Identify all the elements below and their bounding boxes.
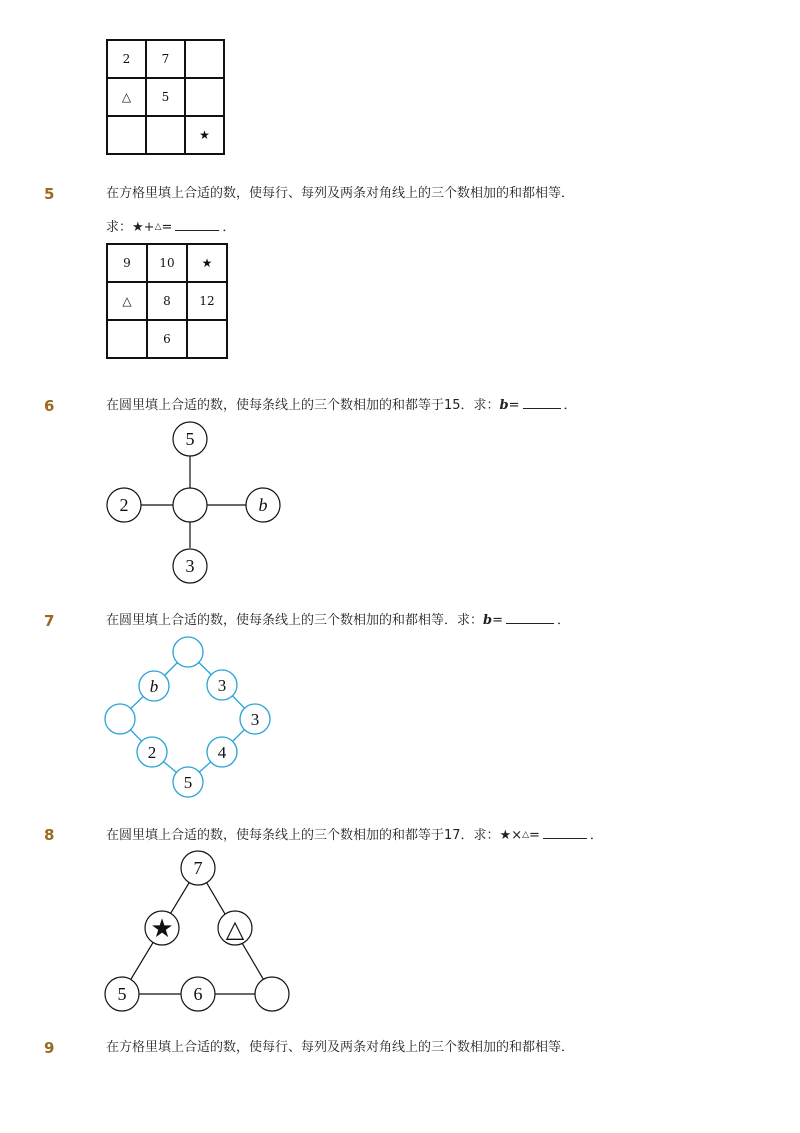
equals-sign: = <box>161 220 173 235</box>
grid-cell <box>107 116 146 154</box>
question-number: 9 <box>44 1039 55 1057</box>
question-text: 在方格里填上合适的数，使每行、每列及两条对角线上的三个数相加的和都相等． <box>106 186 575 201</box>
question-body: 在圆里填上合适的数，使每条线上的三个数相加的和都相等．求： <box>106 613 484 628</box>
grid-cell <box>146 116 185 154</box>
circle-lower-right-label: 4 <box>217 743 227 762</box>
circle-left <box>105 704 135 734</box>
circle-right-label: b <box>258 495 268 515</box>
grid-cell: 9 <box>107 244 147 282</box>
equals-sign: = <box>529 828 540 843</box>
ask-expression: ★× <box>499 828 523 843</box>
question-text <box>106 611 570 631</box>
triangle-icon: △ <box>107 282 147 320</box>
triangle-icon: △ <box>154 222 162 232</box>
triangle-icon: △ <box>107 78 146 116</box>
ask-prefix: 求： <box>106 220 133 235</box>
circle-bottom-mid-label: 6 <box>193 984 203 1004</box>
grid-cell <box>185 78 224 116</box>
question-body: 在圆里填上合适的数，使每条线上的三个数相加的和都等于15．求： <box>106 398 500 413</box>
circle-top-label: 5 <box>185 429 195 449</box>
question-text <box>106 396 577 416</box>
grid-cell <box>187 320 227 358</box>
triangle-circle-diagram <box>100 848 300 1018</box>
grid-cell: 10 <box>147 244 187 282</box>
answer-blank[interactable] <box>543 826 587 839</box>
grid-cell: 6 <box>147 320 187 358</box>
grid-cell <box>185 40 224 78</box>
ask-end: ． <box>557 613 571 628</box>
star-icon: ★ <box>187 244 227 282</box>
circle-upper-left-label: b <box>149 677 159 696</box>
variable-b: b <box>483 613 493 628</box>
circle-upper-right-label: 3 <box>217 676 227 695</box>
question-number: 7 <box>44 612 55 630</box>
ask-end: ． <box>563 398 577 413</box>
grid-cell: 12 <box>187 282 227 320</box>
diamond-circle-diagram <box>100 632 280 802</box>
ask-end: ． <box>589 828 603 843</box>
equals-sign: = <box>508 398 520 413</box>
ask-end: ． <box>222 220 236 235</box>
ask-expression: ★+ <box>132 220 155 235</box>
star-icon: ★ <box>185 116 224 154</box>
triangle-icon: △ <box>522 830 530 840</box>
question-text: 在方格里填上合适的数，使每行、每列及两条对角线上的三个数相加的和都相等． <box>106 1040 575 1055</box>
cross-circle-diagram <box>100 418 290 588</box>
triangle-icon: △ <box>225 917 245 943</box>
question-text <box>106 825 603 846</box>
question-body: 在圆里填上合适的数，使每条线上的三个数相加的和都等于17．求： <box>106 828 500 843</box>
equals-sign: = <box>492 613 504 628</box>
circle-top-label: 7 <box>193 858 203 878</box>
question-number: 8 <box>44 826 55 844</box>
circle-top <box>173 637 203 667</box>
grid-cell <box>107 320 147 358</box>
circle-bottom-label: 3 <box>185 556 195 576</box>
question-ask <box>106 217 235 238</box>
answer-blank[interactable] <box>506 611 554 624</box>
circle-bottom-right <box>255 977 289 1011</box>
question-number: 6 <box>44 397 55 415</box>
variable-b: b <box>499 398 509 413</box>
grid-cell: 7 <box>146 40 185 78</box>
magic-square-q5 <box>106 243 228 359</box>
answer-blank[interactable] <box>175 218 219 231</box>
circle-lower-left-label: 2 <box>147 743 157 762</box>
circle-center <box>173 488 207 522</box>
answer-blank[interactable] <box>523 396 561 409</box>
star-icon: ★ <box>150 914 174 943</box>
circle-right-label: 3 <box>250 710 260 729</box>
question-number: 5 <box>44 185 55 203</box>
magic-square-top <box>106 39 225 155</box>
circle-left-label: 2 <box>119 495 129 515</box>
grid-cell: 8 <box>147 282 187 320</box>
grid-cell: 5 <box>146 78 185 116</box>
circle-bottom-label: 5 <box>183 773 193 792</box>
grid-cell: 2 <box>107 40 146 78</box>
circle-bottom-left-label: 5 <box>117 984 127 1004</box>
